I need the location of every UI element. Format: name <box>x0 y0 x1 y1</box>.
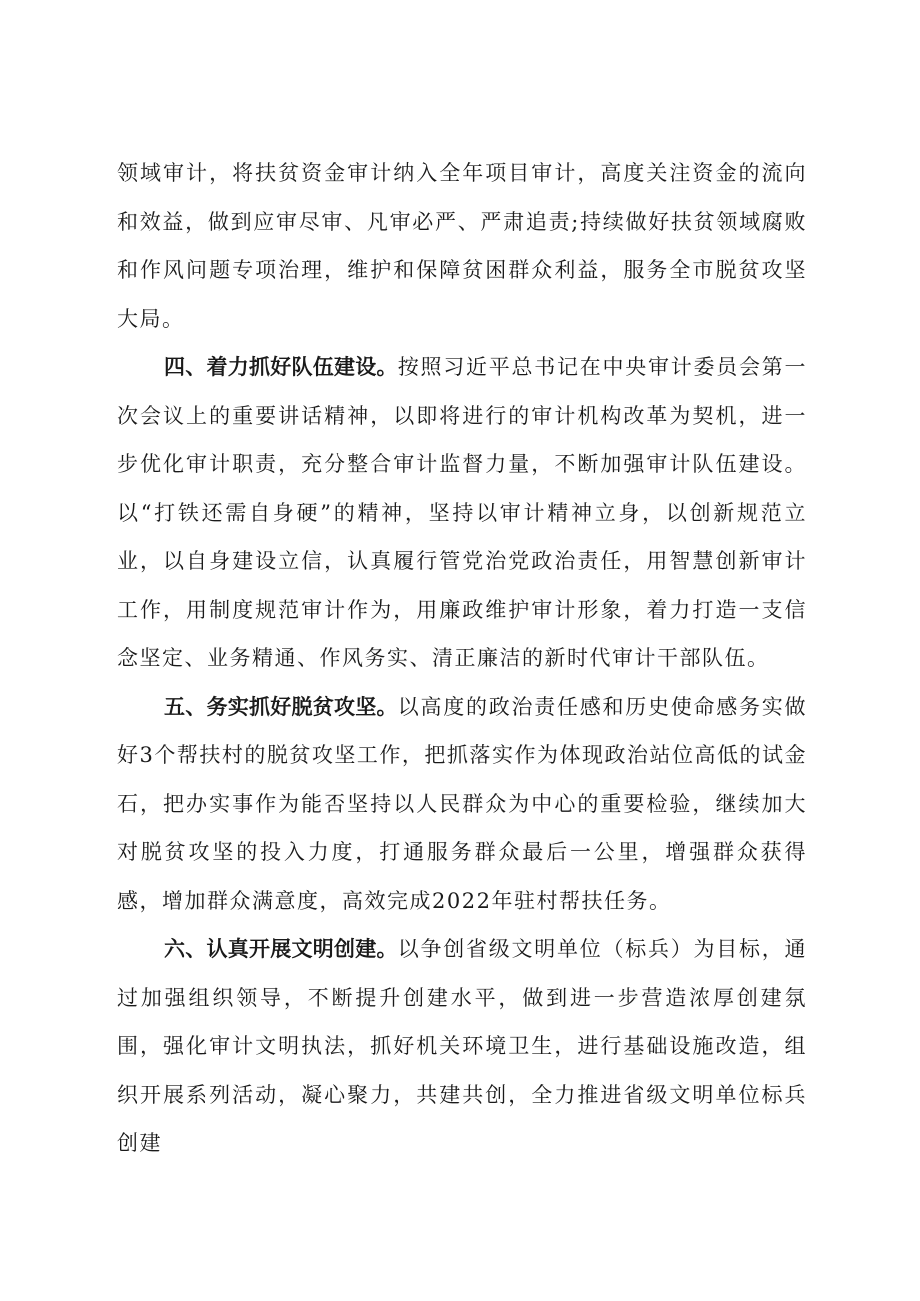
paragraph-poverty-alleviation <box>117 683 807 926</box>
paragraph-team-building <box>117 343 807 683</box>
paragraph-heading: 六、认真开展文明创建。 <box>164 937 398 961</box>
paragraph-continuation <box>117 149 807 343</box>
paragraph-text: 按照习近平总书记在中央审计委员会第一次会议上的重要讲话精神，以即将进行的审计机构改革为契机，进一步优化审计职责，充分整合审计监督力量，不断加强审计队伍建设。以“打铁还需自身硬”的精神，坚持以审计精神立身，以创新规范立业，以自身建设立信，认真履行管党治党政治责任，用智慧创新审计工作，用制度规范审计作为，用廉政维护审计形象，着力打造一支信念坚定、业务精通、作风务实、清正廉洁的新时代审计干部队伍。 <box>117 355 807 670</box>
paragraph-heading: 五、务实抓好脱贫攻坚。 <box>164 694 398 719</box>
paragraph-text: 以高度的政治责任感和历史使命感务实做好3个帮扶村的脱贫攻坚工作，把抓落实作为体现政治站位高低的试金石，把办实事作为能否坚持以人民群众为中心的重要检验，继续加大对脱贫攻坚的投入力度，打通服务群众最后一公里，增强群众获得感，增加群众满意度，高效完成2022年驻村帮扶任务。 <box>117 694 807 913</box>
paragraph-text: 领域审计，将扶贫资金审计纳入全年项目审计，高度关注资金的流向和效益，做到应审尽审、凡审必严、严肃追责;持续做好扶贫领域腐败和作风问题专项治理，维护和保障贫困群众利益，服务全市脱贫攻坚大局。 <box>117 161 807 331</box>
paragraph-civilization-creation <box>117 925 807 1168</box>
paragraph-text: 以争创省级文明单位（标兵）为目标，通过加强组织领导，不断提升创建水平，做到进一步营造浓厚创建氛围，强化审计文明执法，抓好机关环境卫生，进行基础设施改造，组织开展系列活动，凝心聚力，共建共创，全力推进省级文明单位标兵创建 <box>117 937 807 1155</box>
paragraph-heading: 四、着力抓好队伍建设。 <box>164 355 398 379</box>
document-body <box>117 149 807 1168</box>
